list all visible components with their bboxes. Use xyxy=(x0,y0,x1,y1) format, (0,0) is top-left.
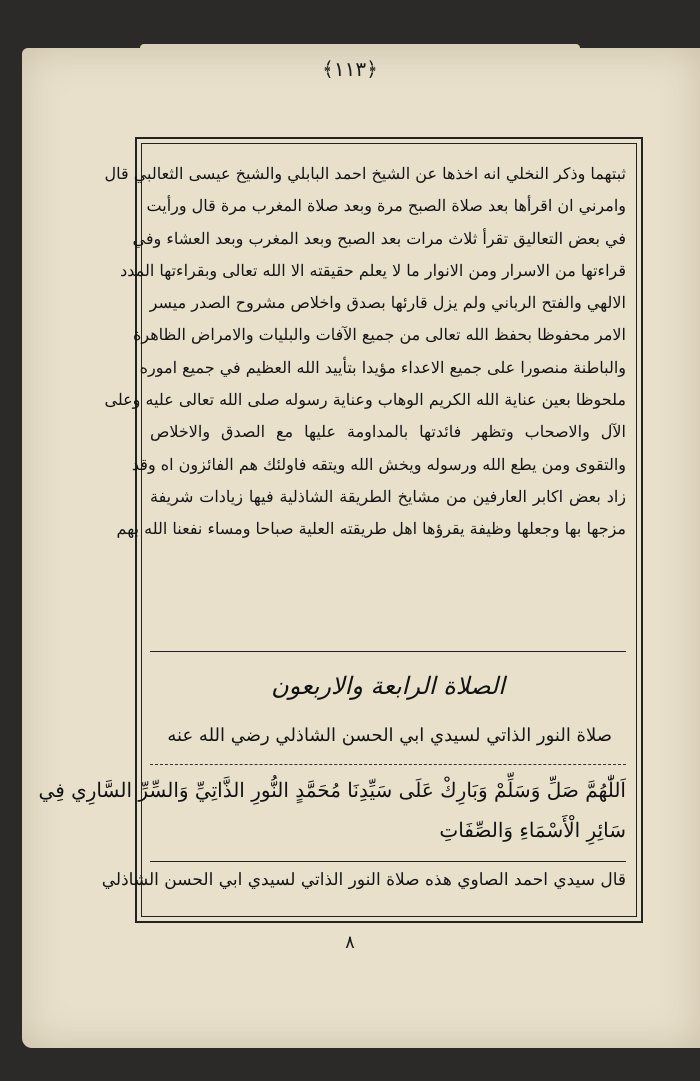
body-line: والتقوى ومن يطع الله ورسوله ويخش الله ويتقه فاولئك هم الفائزون اه وقد xyxy=(131,454,626,474)
body-line: ثبتهما وذكر النخلي انه اخذها عن الشيخ احمد البابلي والشيخ عيسى الثعالبي قال xyxy=(104,164,626,183)
section-subtitle: صلاة النور الذاتي لسيدي ابي الحسن الشاذلي رضي الله عنه xyxy=(167,725,612,746)
prayer-text xyxy=(38,770,626,850)
prayer-divider-bottom xyxy=(150,861,626,862)
prayer-line: سَائِرِ الْأَسْمَاءِ وَالصِّفَاتِ xyxy=(439,818,626,842)
body-line: ملحوظا بعين عناية الله الكريم الوهاب وعناية رسوله صلى الله تعالى عليه وعلى xyxy=(104,390,626,410)
section-divider xyxy=(150,651,626,652)
body-line: الالهي والفتح الرباني ولم يزل قارئها بصدق واخلاص مشروح الصدر ميسر xyxy=(149,293,626,313)
prayer-divider-top xyxy=(150,764,626,765)
body-line: الآل والاصحاب وتظهر فائدتها بالمداومة عليها مع الصدق والاخلاص xyxy=(150,422,626,442)
attribution-line: قال سيدي احمد الصاوي هذه صلاة النور الذاتي لسيدي ابي الحسن الشاذلي xyxy=(101,870,626,890)
section-title: الصلاة الرابعة والاربعون xyxy=(271,672,505,700)
page-number-top: ﴿١١٣﴾ xyxy=(322,57,378,81)
body-text xyxy=(104,158,626,546)
prayer-line: اَللّٰهُمَّ صَلِّ وَسَلِّمْ وَبَارِكْ عَلَى سَيِّدِنَا مُحَمَّدٍ النُّورِ الذَّاتِيِّ وَالسِّرِّ السَّارِي فِي xyxy=(38,778,626,802)
body-line: في بعض التعاليق تقرأ ثلاث مرات بعد الصبح وبعد المغرب وبعد العشاء وفي xyxy=(132,228,626,248)
body-line: وامرني ان اقرأها بعد صلاة الصبح مرة وبعد صلاة المغرب مرة قال ورأيت xyxy=(146,196,626,216)
body-line: مزجها بها وجعلها وظيفة يقرؤها اهل طريقته العلية صباحا ومساء نفعنا الله بهم xyxy=(116,519,626,539)
body-line: والباطنة منصورا على جميع الاعداء مؤيدا بتأييد الله العظيم في جميع اموره xyxy=(139,357,626,377)
body-line: قراءتها من الاسرار ومن الانوار ما لا يعلم حقيقته الا الله تعالى وبقراءتها المدد xyxy=(120,260,626,280)
body-line: زاد بعض اكابر العارفين من مشايخ الطريقة الشاذلية فيها زيادات شريفة xyxy=(150,486,626,506)
body-line: الامر محفوظا بحفظ الله تعالى من جميع الآفات والبليات والامراض الظاهرة xyxy=(133,325,626,345)
page-number-bottom: ٨ xyxy=(345,932,355,953)
